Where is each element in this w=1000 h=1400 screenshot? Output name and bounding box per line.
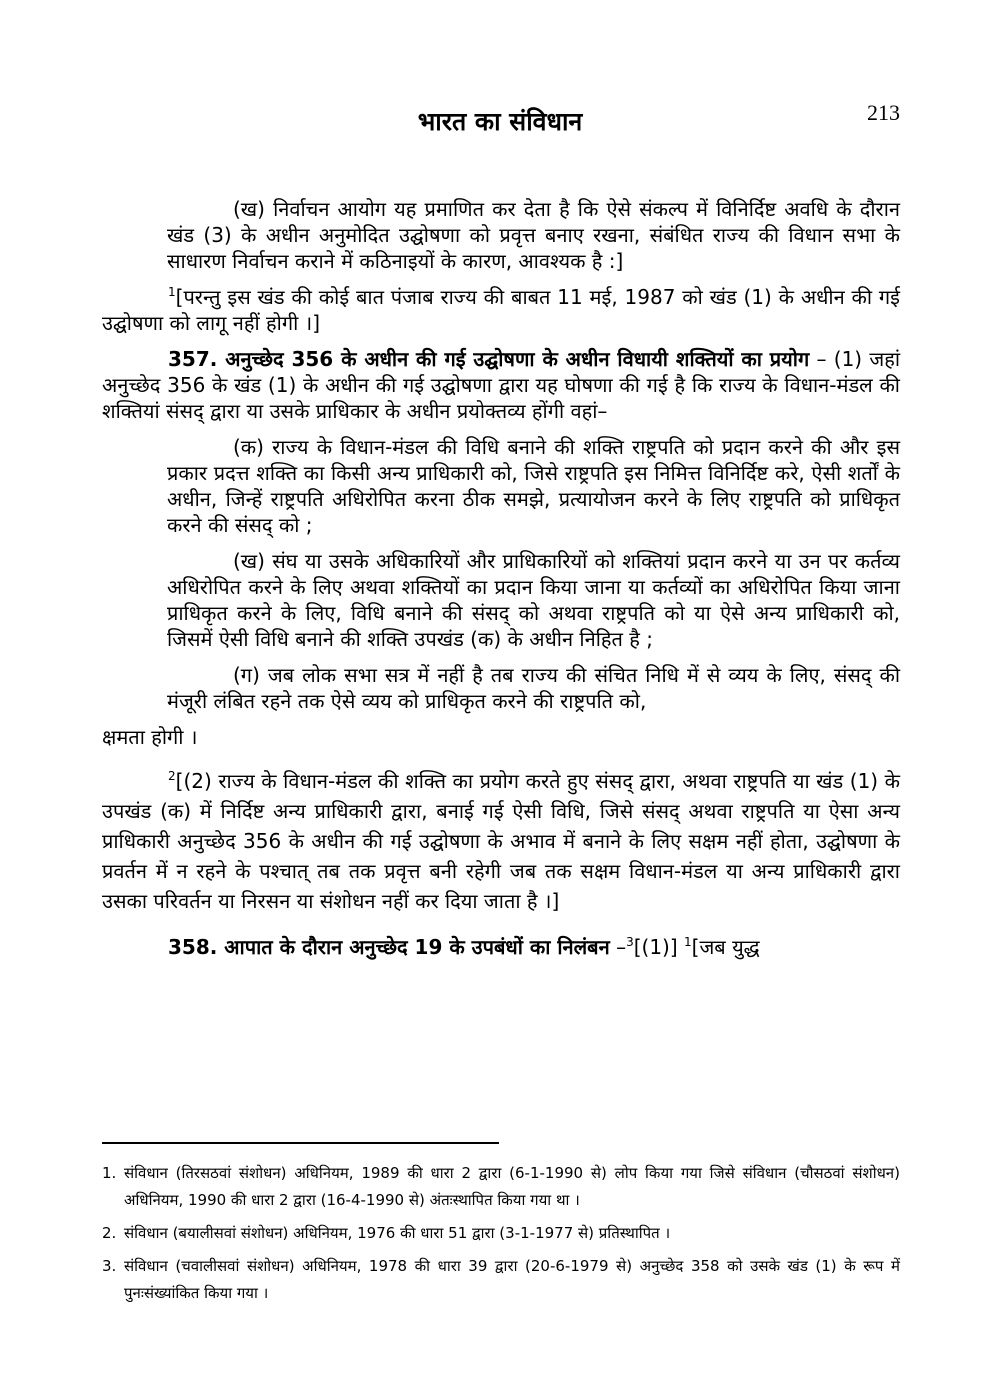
article-358-clause: [(1)]	[633, 935, 685, 959]
page-title: भारत का संविधान	[417, 107, 583, 136]
article-357-heading: 357. अनुच्छेद 356 के अधीन की गई उद्घोषणा के अधीन विधायी शक्तियों का प्रयोग	[168, 347, 810, 371]
footnote-text: संविधान (बयालीसवां संशोधन) अधिनियम, 1976 की धारा 51 द्वारा (3-1-1977 से) प्रतिस्थापित ।	[124, 1224, 671, 1242]
clause-kha-continued: (ख) निर्वाचन आयोग यह प्रमाणित कर देता है कि ऐसे संकल्प में विनिर्दिष्ट अवधि के दौरान खंड (3) के अधीन अनुमोदित उद्घोषणा को प्रवृत्त बनाए रखना, संबंधित राज्य की विधान सभा के साधारण निर्वाचन कराने में कठिनाइयों के कारण, आवश्यक है :]	[167, 197, 900, 273]
kshamata-line: क्षमता होगी ।	[102, 725, 198, 749]
article-358	[102, 932, 900, 962]
proviso	[102, 284, 900, 336]
footnote-item	[102, 1160, 900, 1214]
article-358-heading: 358. आपात के दौरान अनुच्छेद 19 के उपबंधों का निलंबन	[168, 935, 610, 959]
article-357	[102, 346, 900, 424]
page-number: 213	[867, 100, 900, 125]
article-357-text: – (1) जहां अनुच्छेद 356 के खंड (1) के अधीन की गई उद्घोषणा द्वारा यह घोषणा की गई है कि राज्य के विधान-मंडल की शक्तियां संसद् द्वारा या उसके प्राधिकार के अधीन प्रयोक्तव्य होंगी वहां–	[102, 347, 900, 423]
footnote-item	[102, 1220, 900, 1247]
footnotes	[102, 1160, 900, 1313]
footnote-ref-3: 3	[626, 935, 634, 949]
main-text	[102, 196, 900, 962]
clause-ga: (ग) जब लोक सभा सत्र में नहीं है तब राज्य की संचित निधि में से व्यय के लिए, संसद् की मंजूरी लंबित रहने तक ऐसे व्यय को प्राधिकृत करने की राष्ट्रपति को,	[167, 663, 900, 713]
footnote-number: 2.	[102, 1224, 117, 1242]
footnote-ref-2: 2	[168, 769, 176, 783]
footnote-ref-1: 1	[168, 285, 176, 299]
footnote-number: 1.	[102, 1164, 117, 1182]
footnote-text: संविधान (तिरसठवां संशोधन) अधिनियम, 1989 की धारा 2 द्वारा (6-1-1990 से) लोप किया गया जिसे संविधान (चौसठवां संशोधन) अधिनियम, 1990 की धारा 2 द्वारा (16-4-1990 से) अंतःस्थापित किया गया था ।	[124, 1164, 900, 1209]
clause-kha: (ख) संघ या उसके अधिकारियों और प्राधिकारियों को शक्तियां प्रदान करने या उन पर कर्तव्य अधिरोपित करने के लिए अथवा शक्तियों का प्रदान किया जाना या कर्तव्यों का अधिरोपित किया जाना प्राधिकृत करने के लिए, विधि बनाने की संसद् को अथवा राष्ट्रपति को या ऐसे अन्य प्राधिकारी को, जिसमें ऐसी विधि बनाने की शक्ति उपखंड (क) के अधीन निहित है ;	[167, 549, 900, 651]
footnote-ref-1b: 1	[684, 935, 692, 949]
footnote-text: संविधान (चवालीसवां संशोधन) अधिनियम, 1978 की धारा 39 द्वारा (20-6-1979 से) अनुच्छेद 358 को उसके खंड (1) के रूप में पुनःसंख्यांकित किया गया ।	[124, 1257, 900, 1302]
clause-2	[102, 766, 900, 916]
proviso-text: [परन्तु इस खंड की कोई बात पंजाब राज्य की बाबत 11 मई, 1987 को खंड (1) के अधीन की गई उद्घोषणा को लागू नहीं होगी ।]	[102, 285, 900, 335]
article-358-tail: [जब युद्ध	[691, 935, 760, 959]
footnote-divider	[102, 1142, 499, 1144]
clause-2-text: [(2) राज्य के विधान-मंडल की शक्ति का प्रयोग करते हुए संसद् द्वारा, अथवा राष्ट्रपति या खंड (1) के उपखंड (क) में निर्दिष्ट अन्य प्राधिकारी द्वारा, बनाई गई ऐसी विधि, जिसे संसद् अथवा राष्ट्रपति या ऐसा अन्य प्राधिकारी अनुच्छेद 356 के अधीन की गई उद्घोषणा के अभाव में बनाने के लिए सक्षम नहीं होता, उद्घोषणा के प्रवर्तन में न रहने के पश्चात् तब तक प्रवृत्त बनी रहेगी जब तक सक्षम विधान-मंडल या अन्य प्राधिकारी द्वारा उसका परिवर्तन या निरसन या संशोधन नहीं कर दिया जाता है ।]	[102, 769, 900, 913]
clause-ka: (क) राज्य के विधान-मंडल की विधि बनाने की शक्ति राष्ट्रपति को प्रदान करने की और इस प्रकार प्रदत्त शक्ति का किसी अन्य प्राधिकारी को, जिसे राष्ट्रपति इस निमित्त विनिर्दिष्ट करे, ऐसी शर्तों के अधीन, जिन्हें राष्ट्रपति अधिरोपित करना ठीक समझे, प्रत्यायोजन करने के लिए राष्ट्रपति को प्राधिकृत करने की संसद् को ;	[167, 435, 900, 537]
footnote-number: 3.	[102, 1257, 117, 1275]
footnote-item	[102, 1253, 900, 1307]
article-358-dash: –	[609, 935, 627, 959]
